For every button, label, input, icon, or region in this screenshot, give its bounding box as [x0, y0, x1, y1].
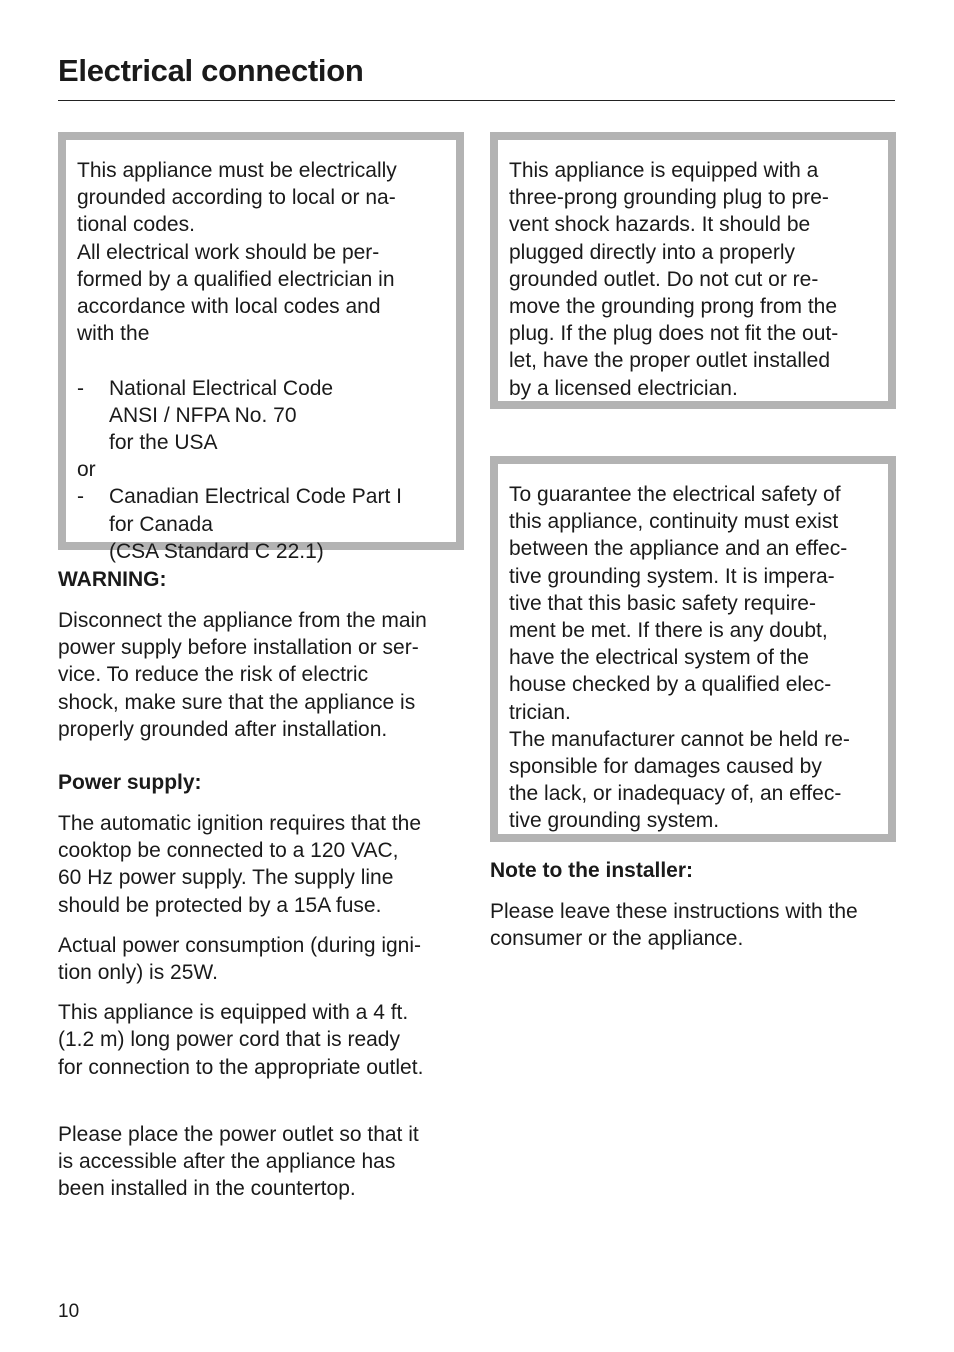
text-line: The manufacturer cannot be held re- [509, 727, 850, 751]
text-line: This appliance is equipped with a [509, 159, 819, 182]
text-line: tive grounding system. [509, 809, 720, 833]
text-line: cooktop be connected to a 120 VAC, [58, 839, 399, 863]
text-line: three-prong grounding plug to pre- [509, 186, 829, 210]
text-line: tive that this basic safety require- [509, 591, 816, 615]
list-dash: - [77, 485, 84, 509]
text-line: for connection to the appropriate outlet. [58, 1055, 424, 1079]
text-line: National Electrical Code [109, 376, 334, 400]
text-line: formed by a qualified electrician in [77, 267, 395, 291]
text-line: tive grounding system. It is impera- [509, 564, 835, 588]
text-line: have the electrical system of the [509, 646, 809, 670]
right-column [490, 132, 896, 952]
installer-note-heading: Note to the installer: [490, 859, 694, 882]
text-line: This appliance is equipped with a 4 ft. [58, 1001, 409, 1025]
text-line: (1.2 m) long power cord that is ready [58, 1028, 400, 1052]
grounding-codes-box [58, 132, 464, 563]
warning-section [58, 566, 464, 743]
title-rule [58, 100, 895, 101]
text-line: grounded according to local or na- [77, 186, 396, 210]
text-line: The automatic ignition requires that the [58, 812, 422, 836]
list-item-canada-code [77, 483, 446, 565]
text-line: (CSA Standard C 22.1) [109, 539, 324, 563]
text-line: the lack, or inadequacy of, an effec- [509, 782, 842, 806]
text-line: shock, make sure that the appliance is [58, 690, 416, 714]
text-line: Please place the power outlet so that it [58, 1122, 419, 1146]
installer-note-section [490, 857, 896, 952]
text-line: vice. To reduce the risk of electric [58, 663, 369, 687]
text-line: sponsible for damages caused by [509, 755, 822, 779]
text-line: is accessible after the appliance has [58, 1150, 396, 1174]
text-line: consumer or the appliance. [490, 927, 744, 951]
text-line: move the grounding prong from the [509, 295, 838, 319]
text-line: power supply before installation or ser- [58, 636, 419, 660]
text-line: properly grounded after installation. [58, 717, 388, 741]
text-line: tional codes. [77, 213, 195, 237]
text-line: for Canada [109, 512, 213, 536]
text-line: Please leave these instructions with the [490, 900, 858, 923]
text-line: let, have the proper outlet installed [509, 349, 831, 373]
text-line: To guarantee the electrical safety of [509, 483, 841, 506]
text-line: between the appliance and an effec- [509, 537, 848, 561]
text-line: vent shock hazards. It should be [509, 213, 811, 237]
warning-heading: WARNING: [58, 568, 167, 591]
power-paragraph-4 [58, 1121, 464, 1203]
list-item-usa-code [77, 375, 446, 457]
power-supply-section [58, 769, 464, 1202]
text-line: Actual power consumption (during igni- [58, 933, 422, 957]
text-line: ment be met. If there is any doubt, [509, 619, 828, 643]
page-title: Electrical connection [58, 53, 364, 88]
spacer [77, 347, 446, 374]
text-line: plugged directly into a properly [509, 240, 796, 264]
text-line: grounded outlet. Do not cut or re- [509, 267, 819, 291]
text-line: should be protected by a 15A fuse. [58, 893, 382, 917]
warning-paragraph [58, 607, 464, 743]
text-line: tion only) is 25W. [58, 961, 218, 985]
power-paragraph-2 [58, 932, 464, 986]
text-line: with the [77, 322, 150, 346]
text-line: trician. [509, 700, 571, 724]
text-line: plug. If the plug does not fit the out- [509, 322, 839, 346]
power-paragraph-3 [58, 999, 464, 1081]
installer-note-paragraph [490, 898, 896, 952]
text-line: for the USA [109, 431, 218, 455]
text-line: Disconnect the appliance from the main [58, 609, 427, 632]
text-line: accordance with local codes and [77, 295, 381, 319]
text-line: house checked by a qualified elec- [509, 673, 832, 697]
left-column [58, 132, 464, 1202]
electrical-safety-box [490, 456, 896, 842]
text-line: This appliance must be electrically [77, 159, 397, 182]
text-line: ANSI / NFPA No. 70 [109, 403, 297, 427]
text-line: Canadian Electrical Code Part I [109, 485, 402, 509]
grounding-plug-box [490, 132, 896, 409]
list-dash: - [77, 376, 84, 400]
text-line: All electrical work should be per- [77, 240, 380, 264]
grounding-intro [77, 157, 446, 347]
or-text: or [77, 458, 96, 482]
page-number: 10 [58, 1301, 80, 1322]
text-line: 60 Hz power supply. The supply line [58, 866, 394, 890]
text-line: by a licensed electrician. [509, 376, 738, 400]
text-line: been installed in the countertop. [58, 1177, 356, 1201]
text-line: this appliance, continuity must exist [509, 510, 839, 534]
power-paragraph-1 [58, 810, 464, 919]
power-supply-heading: Power supply: [58, 771, 202, 795]
